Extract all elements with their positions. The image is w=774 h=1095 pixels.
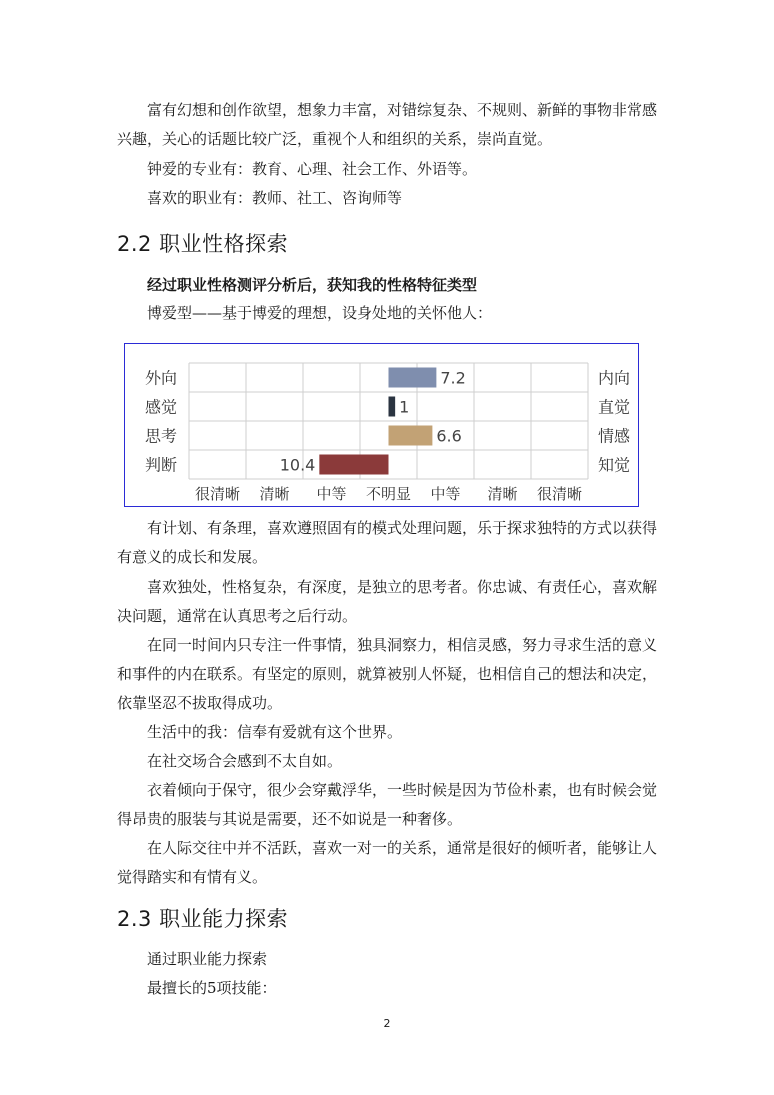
ability-line-1: 通过职业能力探索 <box>147 950 268 968</box>
x-tick-label: 清晰 <box>487 485 518 503</box>
personality-chart <box>124 343 639 507</box>
paragraph-planning: 有计划、有条理，喜欢遵照固有的模式处理问题，乐于探求独特的方式以获得有意义的成长和发展。 <box>117 519 658 566</box>
bar-value-label: 7.2 <box>440 368 466 388</box>
bar-value-label: 1 <box>399 397 410 417</box>
row-label-right: 直觉 <box>598 397 631 417</box>
row-label-left: 感觉 <box>145 397 178 417</box>
bar-value-label: 10.4 <box>279 455 316 475</box>
bold-intro-line: 经过职业性格测评分析后，获知我的性格特征类型 <box>147 276 478 294</box>
paragraph-intro: 富有幻想和创作欲望，想象力丰富，对错综复杂、不规则、新鲜的事物非常感兴趣，关心的话题比较广泛，重视个人和组织的关系，崇尚直觉。 <box>117 101 658 148</box>
paragraph-jobs: 喜欢的职业有：教师、社工、咨询师等 <box>147 189 403 207</box>
x-tick-label: 很清晰 <box>536 485 583 503</box>
paragraph-interpersonal: 在人际交往中并不活跃，喜欢一对一的关系，通常是很好的倾听者，能够让人觉得踏实和有情有义。 <box>117 839 658 886</box>
x-tick-label: 很清晰 <box>194 485 241 503</box>
x-tick-label: 中等 <box>430 485 461 503</box>
x-tick-label: 不明显 <box>365 485 412 503</box>
row-label-right: 知觉 <box>598 455 631 475</box>
bar <box>389 397 396 417</box>
row-label-left: 思考 <box>145 426 178 446</box>
row-label-left: 判断 <box>145 455 178 475</box>
bar <box>389 426 433 446</box>
paragraph-clothing: 衣着倾向于保守，很少会穿戴浮华，一些时候是因为节俭朴素，也有时候会觉得昂贵的服装与其说是需要，还不如说是一种奢侈。 <box>117 781 658 828</box>
ability-line-2: 最擅长的5项技能： <box>147 979 277 997</box>
section-heading-2-2: 2.2 职业性格探索 <box>117 232 289 256</box>
bar <box>319 455 388 475</box>
personality-chart-svg <box>125 344 637 505</box>
paragraph-life: 生活中的我：信奉有爱就有这个世界。 <box>147 723 403 741</box>
row-label-right: 情感 <box>598 426 631 446</box>
section-heading-2-3: 2.3 职业能力探索 <box>117 907 289 931</box>
bar <box>389 368 437 388</box>
row-label-right: 内向 <box>598 368 631 388</box>
paragraph-majors: 钟爱的专业有：教育、心理、社会工作、外语等。 <box>147 160 478 178</box>
row-label-left: 外向 <box>145 368 178 388</box>
bar-value-label: 6.6 <box>436 426 462 446</box>
x-tick-label: 清晰 <box>259 485 290 503</box>
paragraph-solitude: 喜欢独处，性格复杂，有深度，是独立的思考者。你忠诚、有责任心，喜欢解决问题，通常在认真思考之后行动。 <box>117 578 658 625</box>
paragraph-focus: 在同一时间内只专注一件事情，独具洞察力，相信灵感，努力寻求生活的意义和事件的内在联系。有坚定的原则，就算被别人怀疑，也相信自己的想法和决定，依靠坚忍不拔取得成功。 <box>117 636 658 712</box>
page-number: 2 <box>383 1017 391 1030</box>
paragraph-social: 在社交场合会感到不太自如。 <box>147 752 343 770</box>
type-line: 博爱型——基于博爱的理想，设身处地的关怀他人： <box>147 304 493 322</box>
x-tick-label: 中等 <box>316 485 347 503</box>
